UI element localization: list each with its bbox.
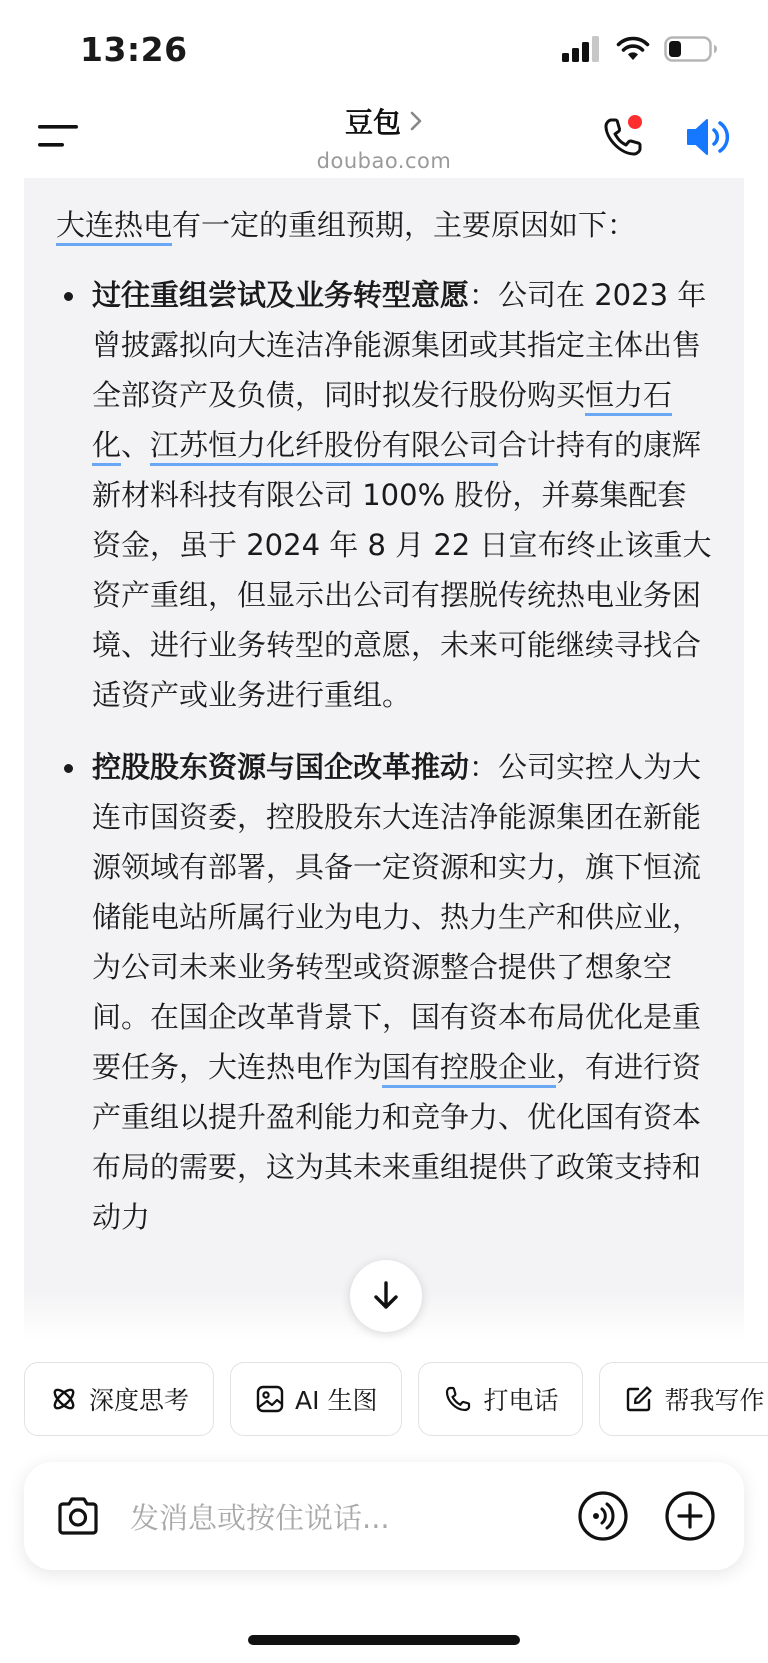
reason-list [56, 270, 714, 1242]
point-text: 、 [121, 428, 151, 462]
camera-icon[interactable] [54, 1492, 102, 1540]
point-text: ：公司在 2023 年曾披露拟向大连洁净能源集团或其指定主体出售全部资产及负债，同时拟发行股份购买 [92, 278, 707, 412]
entity-link[interactable]: 国有控股企业 [382, 1050, 556, 1088]
message-input[interactable] [130, 1496, 530, 1540]
list-item [56, 270, 714, 720]
intro-paragraph [56, 200, 714, 250]
call-button[interactable] [418, 1362, 583, 1436]
quick-actions [24, 1362, 768, 1436]
phone-icon[interactable] [600, 113, 648, 161]
ai-image-button[interactable] [230, 1362, 402, 1436]
chevron-right-icon [409, 110, 423, 132]
entity-link[interactable]: 江苏恒力化纤股份有限公司 [150, 428, 498, 466]
entity-link[interactable]: 恒力石化 [92, 378, 672, 466]
point-text: 合计持有的康辉新材料科技有限公司 100% 股份，并募集配套资金，虽于 2024 年 8 月 22 日宣布终止该重大资产重组，但显示出公司有摆脱传统热电业务困境、进行业务转型的意愿，未来可能继续寻找合适资产或业务进行重组。 [92, 428, 712, 712]
image-icon [255, 1384, 285, 1414]
home-indicator [248, 1635, 520, 1645]
app-header [0, 95, 768, 175]
status-time: 13:26 [80, 30, 188, 69]
wifi-icon [616, 36, 650, 62]
voice-icon[interactable] [577, 1490, 629, 1542]
point-title: 过往重组尝试及业务转型意愿 [92, 278, 470, 312]
point-text: ：公司实控人为大连市国资委，控股股东大连洁净能源集团在新能源领域有部署，具备一定资源和实力，旗下恒流储能电站所属行业为电力、热力生产和供应业，为公司未来业务转型或资源整合提供了想象空间。在国企改革背景下，国有资本布局优化是重要任务，大连热电作为 [92, 750, 702, 1084]
status-bar [0, 0, 768, 100]
edit-icon [624, 1384, 654, 1414]
point-text: ，有进行资产重组以提升盈利能力和竞争力、优化国有资本布局的需要，这为其未来重组提供了政策支持和动力 [92, 1050, 702, 1234]
chat-message [24, 178, 744, 1338]
speaker-icon[interactable] [685, 115, 733, 159]
phone-icon [443, 1384, 473, 1414]
plus-icon[interactable] [664, 1490, 716, 1542]
header-title-area[interactable] [0, 101, 768, 173]
intro-text: 有一定的重组预期，主要原因如下： [172, 208, 637, 242]
chip-label: AI 生图 [295, 1386, 378, 1415]
list-item [56, 742, 714, 1242]
chip-label: 深度思考 [89, 1386, 190, 1415]
atom-icon [49, 1384, 79, 1414]
arrow-down-icon [371, 1280, 401, 1312]
writing-button[interactable] [599, 1362, 768, 1436]
entity-link[interactable]: 大连热电 [56, 208, 172, 246]
signal-icon [562, 36, 602, 62]
deep-think-button[interactable] [24, 1362, 214, 1436]
message-input-bar [24, 1462, 744, 1570]
status-icons [562, 36, 718, 62]
scroll-to-bottom-button[interactable] [350, 1260, 422, 1332]
chip-label: 帮我写作 [664, 1386, 765, 1415]
page-subtitle: doubao.com [316, 149, 452, 173]
point-title: 控股股东资源与国企改革推动 [92, 750, 470, 784]
page-title: 豆包 [344, 106, 401, 139]
battery-icon [664, 36, 718, 62]
chip-label: 打电话 [483, 1386, 559, 1415]
